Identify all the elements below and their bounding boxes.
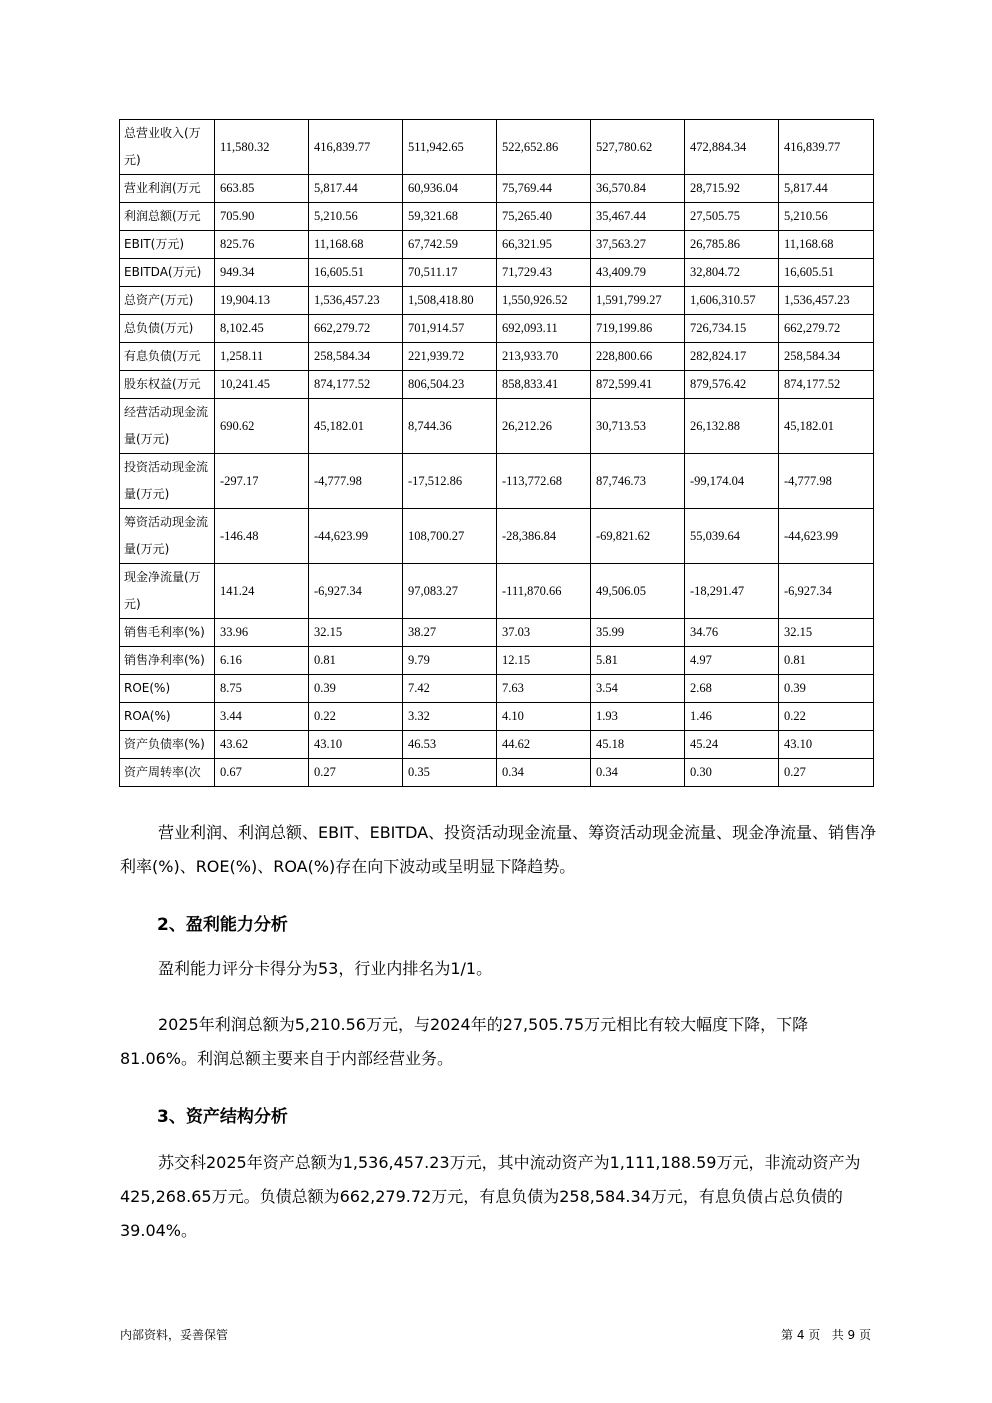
table-cell: 0.22 [309, 703, 403, 731]
table-cell: 35,467.44 [591, 203, 685, 231]
table-cell: -113,772.68 [497, 454, 591, 509]
table-cell: 36,570.84 [591, 175, 685, 203]
table-cell: 33.96 [215, 619, 309, 647]
table-cell: 726,734.15 [685, 315, 779, 343]
table-cell: 5,817.44 [309, 175, 403, 203]
footer-page-number: 第 4 页 共 9 页 [781, 1328, 871, 1342]
table-cell: 43.62 [215, 731, 309, 759]
table-cell: 1,536,457.23 [309, 287, 403, 315]
table-row [120, 315, 874, 343]
table-cell: -17,512.86 [403, 454, 497, 509]
row-label: 销售毛利率(%) [120, 619, 215, 647]
table-cell: 49,506.05 [591, 564, 685, 619]
row-label: 股东权益(万元 [120, 371, 215, 399]
table-cell: -18,291.47 [685, 564, 779, 619]
table-row [120, 259, 874, 287]
table-cell: 44.62 [497, 731, 591, 759]
table-cell: 874,177.52 [779, 371, 874, 399]
table-cell: 719,199.86 [591, 315, 685, 343]
table-cell: 19,904.13 [215, 287, 309, 315]
table-cell: 38.27 [403, 619, 497, 647]
table-cell: 0.34 [591, 759, 685, 787]
table-cell: 16,605.51 [779, 259, 874, 287]
table-cell: -99,174.04 [685, 454, 779, 509]
table-cell: 26,785.86 [685, 231, 779, 259]
table-row [120, 231, 874, 259]
section-heading-profitability: 2、盈利能力分析 [157, 915, 288, 935]
table-cell: 108,700.27 [403, 509, 497, 564]
trend-note-paragraph: 营业利润、利润总额、EBIT、EBITDA、投资活动现金流量、筹资活动现金流量、现金净流量、销售净利率(%)、ROE(%)、ROA(%)存在向下波动或呈明显下降趋势。 [120, 823, 877, 876]
table-cell: 141.24 [215, 564, 309, 619]
table-cell: 11,580.32 [215, 120, 309, 175]
table-cell: 0.22 [779, 703, 874, 731]
row-label: 经营活动现金流量(万元) [120, 399, 215, 454]
table-cell: 8,102.45 [215, 315, 309, 343]
row-label: 筹资活动现金流量(万元) [120, 509, 215, 564]
row-label: 资产负债率(%) [120, 731, 215, 759]
table-row [120, 731, 874, 759]
table-cell: 1.46 [685, 703, 779, 731]
table-cell: 282,824.17 [685, 343, 779, 371]
table-cell: 1.93 [591, 703, 685, 731]
profit-total-paragraph: 2025年利润总额为5,210.56万元，与2024年的27,505.75万元相比有较大幅度下降，下降81.06%。利润总额主要来自于内部经营业务。 [120, 1015, 809, 1068]
table-cell: 55,039.64 [685, 509, 779, 564]
table-cell: 0.39 [779, 675, 874, 703]
table-cell: 0.81 [779, 647, 874, 675]
table-cell: 663.85 [215, 175, 309, 203]
table-cell: 4.10 [497, 703, 591, 731]
row-label: 总营业收入(万元) [120, 120, 215, 175]
table-cell: 28,715.92 [685, 175, 779, 203]
table-cell: 26,212.26 [497, 399, 591, 454]
table-cell: 949.34 [215, 259, 309, 287]
table-cell: -146.48 [215, 509, 309, 564]
table-cell: 5,210.56 [309, 203, 403, 231]
table-cell: 66,321.95 [497, 231, 591, 259]
table-cell: 0.39 [309, 675, 403, 703]
profitability-score-paragraph: 盈利能力评分卡得分为53，行业内排名为1/1。 [158, 959, 493, 978]
table-cell: 0.35 [403, 759, 497, 787]
table-cell: 16,605.51 [309, 259, 403, 287]
table-cell: 75,265.40 [497, 203, 591, 231]
table-cell: 59,321.68 [403, 203, 497, 231]
table-cell: 1,591,799.27 [591, 287, 685, 315]
row-label: 投资活动现金流量(万元) [120, 454, 215, 509]
table-cell: 7.42 [403, 675, 497, 703]
table-cell: 0.27 [779, 759, 874, 787]
row-label: 现金净流量(万元) [120, 564, 215, 619]
table-cell: 472,884.34 [685, 120, 779, 175]
table-cell: 10,241.45 [215, 371, 309, 399]
table-cell: 8.75 [215, 675, 309, 703]
table-cell: 511,942.65 [403, 120, 497, 175]
table-row [120, 454, 874, 509]
row-label: 有息负债(万元 [120, 343, 215, 371]
table-cell: 1,536,457.23 [779, 287, 874, 315]
table-cell: 258,584.34 [779, 343, 874, 371]
table-cell: 3.54 [591, 675, 685, 703]
table-cell: 872,599.41 [591, 371, 685, 399]
table-cell: 46.53 [403, 731, 497, 759]
table-cell: 45,182.01 [309, 399, 403, 454]
table-cell: 701,914.57 [403, 315, 497, 343]
table-row [120, 175, 874, 203]
table-cell: 705.90 [215, 203, 309, 231]
table-cell: 690.62 [215, 399, 309, 454]
table-cell: 213,933.70 [497, 343, 591, 371]
table-cell: 4.97 [685, 647, 779, 675]
table-cell: 2.68 [685, 675, 779, 703]
table-cell: 11,168.68 [309, 231, 403, 259]
table-row [120, 647, 874, 675]
section-heading-asset-structure: 3、资产结构分析 [157, 1107, 288, 1127]
row-label: 营业利润(万元 [120, 175, 215, 203]
table-cell: 874,177.52 [309, 371, 403, 399]
table-cell: 522,652.86 [497, 120, 591, 175]
table-cell: 37.03 [497, 619, 591, 647]
table-cell: -69,821.62 [591, 509, 685, 564]
table-cell: 3.44 [215, 703, 309, 731]
table-cell: 221,939.72 [403, 343, 497, 371]
table-cell: 825.76 [215, 231, 309, 259]
table-cell: -111,870.66 [497, 564, 591, 619]
table-row [120, 759, 874, 787]
table-cell: -6,927.34 [779, 564, 874, 619]
table-cell: -4,777.98 [309, 454, 403, 509]
table-cell: 70,511.17 [403, 259, 497, 287]
table-cell: 0.81 [309, 647, 403, 675]
table-cell: 5.81 [591, 647, 685, 675]
footer-confidential-note: 内部资料，妥善保管 [120, 1328, 229, 1342]
table-cell: 87,746.73 [591, 454, 685, 509]
table-cell: 258,584.34 [309, 343, 403, 371]
table-row [120, 203, 874, 231]
table-cell: 32,804.72 [685, 259, 779, 287]
table-cell: 43.10 [779, 731, 874, 759]
table-cell: -44,623.99 [779, 509, 874, 564]
table-cell: 0.34 [497, 759, 591, 787]
table-row [120, 371, 874, 399]
table-cell: 0.27 [309, 759, 403, 787]
row-label: ROA(%) [120, 703, 215, 731]
table-cell: 45,182.01 [779, 399, 874, 454]
table-cell: 416,839.77 [779, 120, 874, 175]
table-cell: -44,623.99 [309, 509, 403, 564]
table-body [120, 120, 874, 787]
table-cell: 6.16 [215, 647, 309, 675]
table-cell: 30,713.53 [591, 399, 685, 454]
table-cell: 12.15 [497, 647, 591, 675]
table-cell: 37,563.27 [591, 231, 685, 259]
table-cell: -6,927.34 [309, 564, 403, 619]
row-label: 销售净利率(%) [120, 647, 215, 675]
table-cell: 43,409.79 [591, 259, 685, 287]
table-cell: 1,508,418.80 [403, 287, 497, 315]
table-cell: 879,576.42 [685, 371, 779, 399]
table-cell: 662,279.72 [779, 315, 874, 343]
table-cell: 97,083.27 [403, 564, 497, 619]
table-cell: -28,386.84 [497, 509, 591, 564]
row-label: 总负债(万元) [120, 315, 215, 343]
table-cell: 45.18 [591, 731, 685, 759]
table-cell: 416,839.77 [309, 120, 403, 175]
table-cell: 692,093.11 [497, 315, 591, 343]
table-cell: 527,780.62 [591, 120, 685, 175]
table-cell: 0.30 [685, 759, 779, 787]
table-row [120, 564, 874, 619]
table-cell: 67,742.59 [403, 231, 497, 259]
table-cell: 8,744.36 [403, 399, 497, 454]
table-cell: 26,132.88 [685, 399, 779, 454]
table-cell: -297.17 [215, 454, 309, 509]
table-row [120, 509, 874, 564]
table-cell: 11,168.68 [779, 231, 874, 259]
row-label: 利润总额(万元 [120, 203, 215, 231]
table-cell: 71,729.43 [497, 259, 591, 287]
row-label: ROE(%) [120, 675, 215, 703]
row-label: 资产周转率(次 [120, 759, 215, 787]
table-cell: 858,833.41 [497, 371, 591, 399]
table-cell: 32.15 [779, 619, 874, 647]
financial-data-table [119, 119, 874, 787]
table-row [120, 675, 874, 703]
table-row [120, 120, 874, 175]
table-cell: -4,777.98 [779, 454, 874, 509]
row-label: EBIT(万元) [120, 231, 215, 259]
table-row [120, 703, 874, 731]
table-cell: 35.99 [591, 619, 685, 647]
table-cell: 5,210.56 [779, 203, 874, 231]
table-cell: 9.79 [403, 647, 497, 675]
table-row [120, 343, 874, 371]
table-cell: 75,769.44 [497, 175, 591, 203]
table-cell: 45.24 [685, 731, 779, 759]
table-cell: 5,817.44 [779, 175, 874, 203]
table-cell: 1,550,926.52 [497, 287, 591, 315]
table-cell: 27,505.75 [685, 203, 779, 231]
table-cell: 806,504.23 [403, 371, 497, 399]
table-cell: 43.10 [309, 731, 403, 759]
table-cell: 1,606,310.57 [685, 287, 779, 315]
table-cell: 662,279.72 [309, 315, 403, 343]
table-row [120, 399, 874, 454]
table-cell: 32.15 [309, 619, 403, 647]
table-cell: 60,936.04 [403, 175, 497, 203]
table-cell: 1,258.11 [215, 343, 309, 371]
row-label: EBITDA(万元) [120, 259, 215, 287]
table-cell: 3.32 [403, 703, 497, 731]
table-cell: 7.63 [497, 675, 591, 703]
row-label: 总资产(万元) [120, 287, 215, 315]
table-cell: 228,800.66 [591, 343, 685, 371]
asset-structure-paragraph: 苏交科2025年资产总额为1,536,457.23万元，其中流动资产为1,111,188.59万元，非流动资产为425,268.65万元。负债总额为662,279.72万元，有息负债为258,584.34万元，有息负债占总负债的39.04%。 [120, 1153, 861, 1240]
table-cell: 0.67 [215, 759, 309, 787]
table-cell: 34.76 [685, 619, 779, 647]
table-row [120, 287, 874, 315]
table-row [120, 619, 874, 647]
